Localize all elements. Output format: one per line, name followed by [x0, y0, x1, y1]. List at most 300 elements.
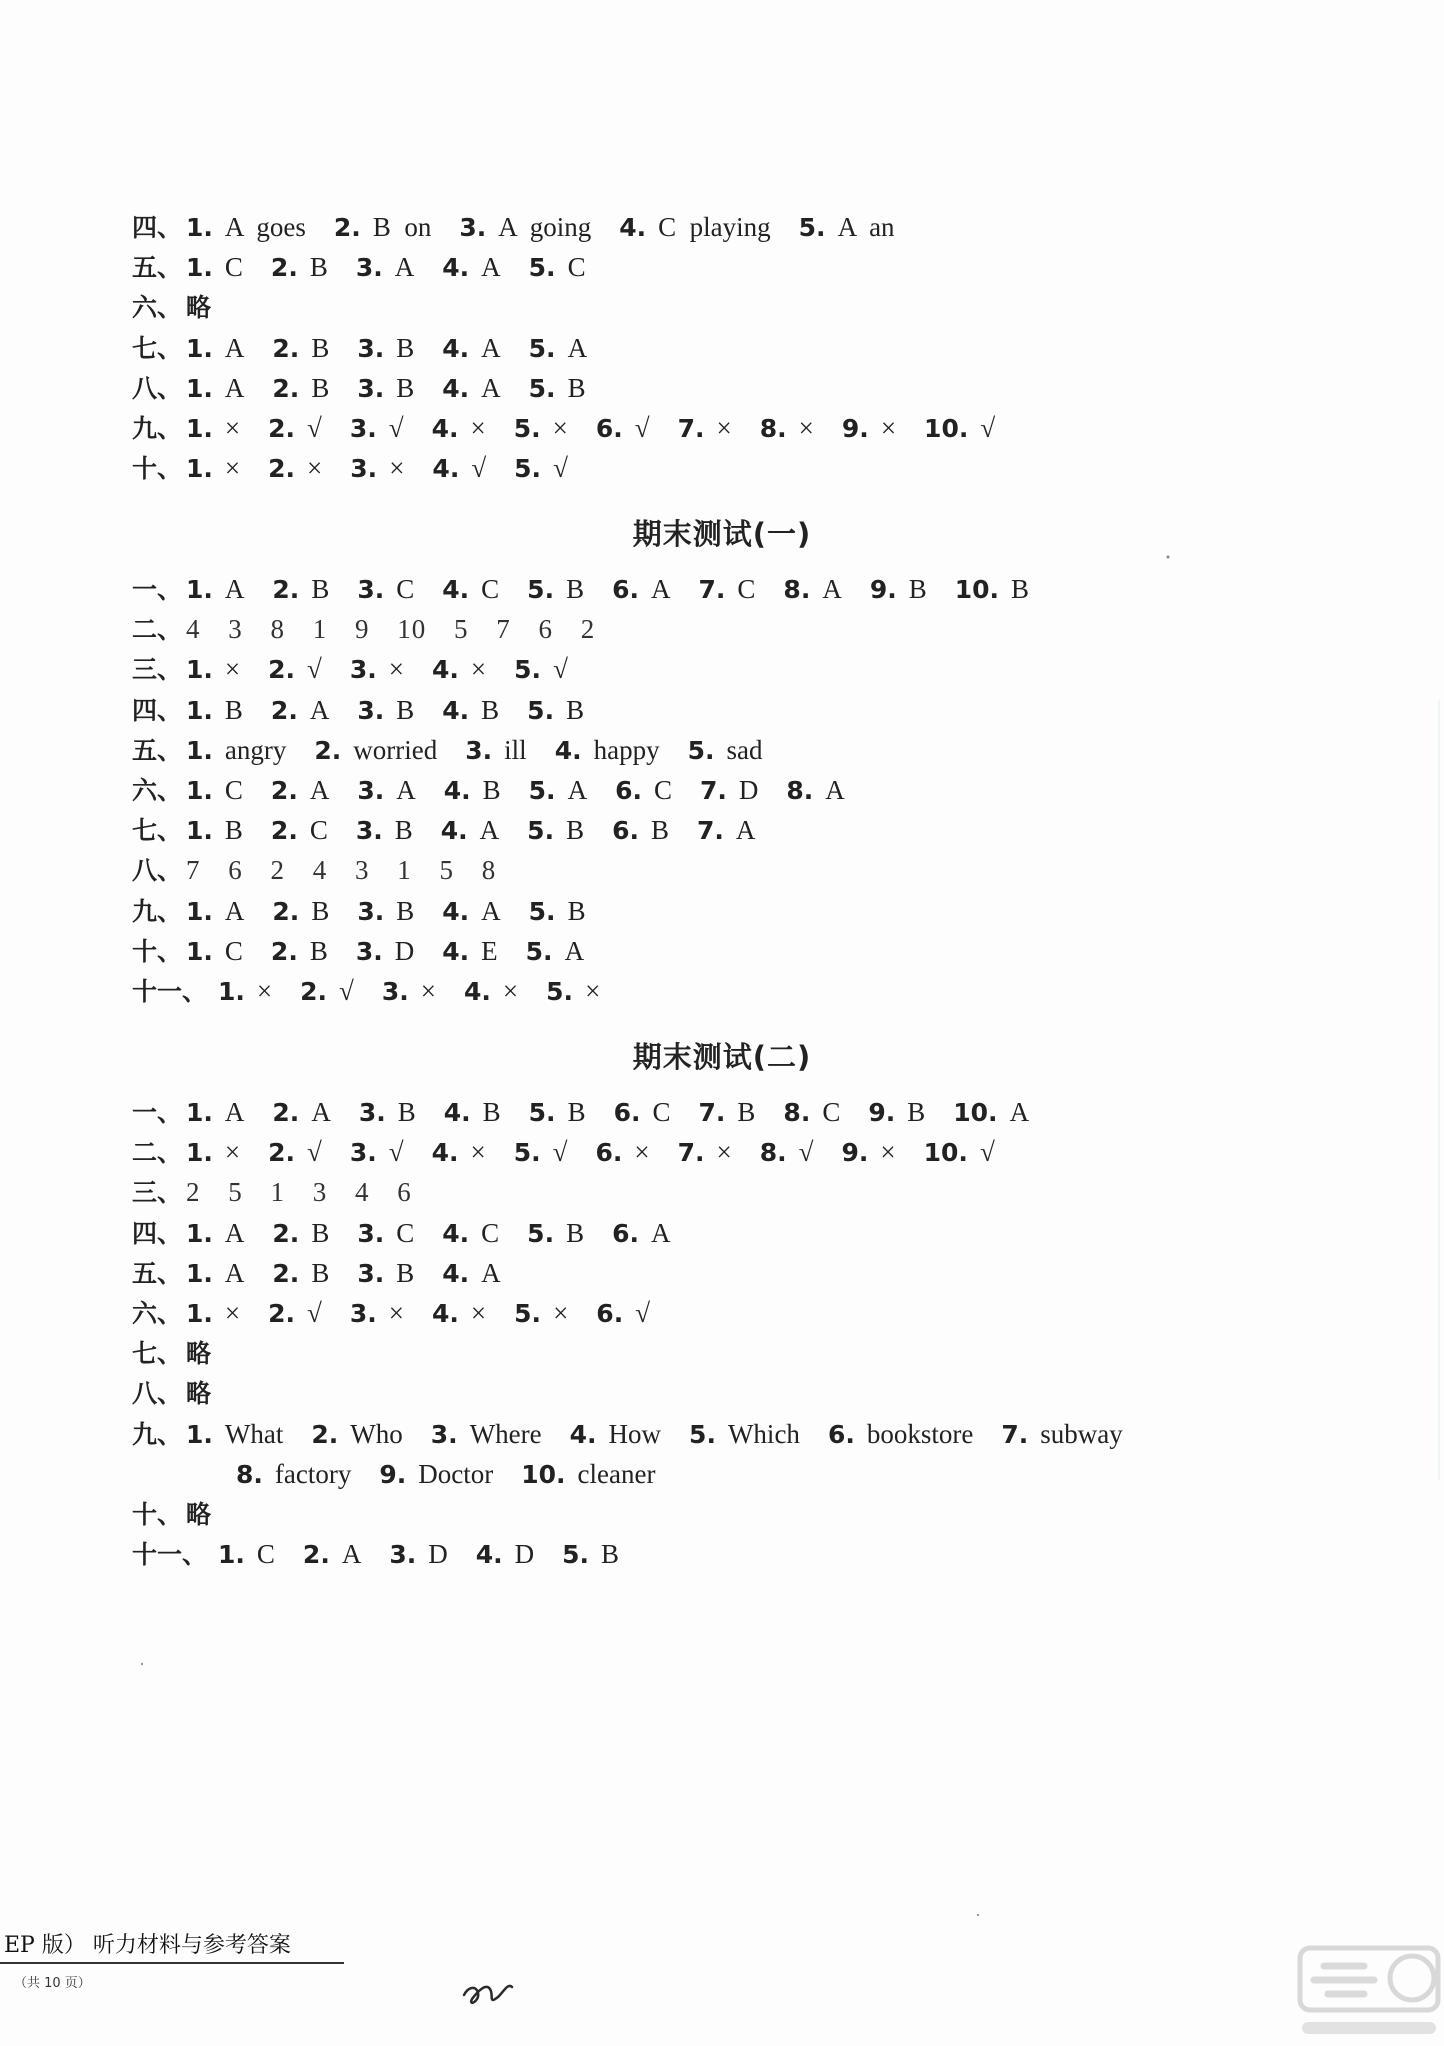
- item-answer: ×: [470, 413, 486, 443]
- answer-item: [432, 649, 486, 690]
- answer-item: [186, 1213, 244, 1254]
- item-answer: √: [634, 413, 650, 443]
- question-group-label: 六、: [132, 293, 183, 323]
- item-number: 6.: [615, 776, 642, 805]
- question-group-label: 一、: [132, 575, 183, 604]
- item-number: 1.: [186, 776, 213, 805]
- answer-item: [218, 1534, 275, 1575]
- answer-item: [186, 408, 240, 449]
- item-number: 3.: [357, 776, 385, 805]
- answer-item: [526, 931, 584, 972]
- item-answer: ×: [716, 1137, 732, 1168]
- page-count-note: （共 10 页）: [14, 1976, 91, 1991]
- answer-item: [442, 368, 500, 409]
- item-answer: A: [394, 252, 415, 283]
- answer-items: [218, 1539, 647, 1569]
- item-number: 2.: [314, 735, 342, 765]
- answer-item: [442, 690, 499, 731]
- answer-item: [186, 1132, 240, 1173]
- answer-item: [357, 891, 414, 932]
- answer-item: [868, 1092, 925, 1133]
- answer-item: [464, 971, 518, 1012]
- item-answer: C: [737, 574, 756, 604]
- item-number: 2.: [311, 1419, 339, 1449]
- item-answer: C: [822, 1097, 841, 1127]
- answer-item: [615, 770, 672, 811]
- item-number: 2.: [268, 414, 296, 443]
- answer-item: [311, 1414, 402, 1455]
- item-answer: bookstore: [866, 1418, 974, 1449]
- answer-item: [514, 408, 568, 449]
- answer-items: [186, 574, 1057, 604]
- item-number: 3.: [350, 454, 378, 484]
- item-answer: A: [396, 775, 416, 805]
- item-answer: A goes: [224, 212, 306, 242]
- answer-item: [186, 368, 244, 409]
- item-number: 8.: [759, 414, 787, 443]
- answer-item: [271, 770, 329, 811]
- answer-row: [132, 408, 1023, 448]
- answer-item: [271, 931, 328, 972]
- item-answer: ×: [224, 654, 241, 685]
- item-number: 5.: [528, 776, 556, 805]
- answer-item: [619, 207, 770, 248]
- item-number: 1.: [186, 655, 213, 685]
- item-number: 5.: [525, 936, 553, 966]
- answer-item: [186, 690, 243, 731]
- item-number: 2.: [270, 253, 298, 283]
- answer-item: [514, 448, 568, 489]
- answer-item: [357, 368, 414, 409]
- item-number: 5.: [514, 1299, 542, 1328]
- item-number: 1.: [218, 977, 245, 1006]
- item-answer: ill: [504, 734, 527, 765]
- answer-item: [697, 810, 755, 851]
- item-number: 1.: [186, 1218, 213, 1248]
- item-answer: A: [481, 332, 501, 363]
- answer-item: [300, 971, 354, 1012]
- answer-item: [186, 730, 286, 771]
- item-answer: A: [481, 372, 501, 403]
- question-group-label: 五、: [132, 735, 183, 765]
- answer-item: [555, 730, 660, 771]
- item-answer: B: [224, 694, 243, 725]
- answer-row: [132, 1132, 1023, 1172]
- answer-item: [842, 1132, 896, 1173]
- answer-item: [442, 569, 499, 610]
- item-number: 6.: [612, 1218, 639, 1248]
- answer-item: [828, 1414, 973, 1455]
- item-number: 2.: [270, 936, 298, 966]
- item-number: 8.: [759, 1138, 787, 1168]
- answer-item: [678, 408, 732, 449]
- answer-items: [186, 1218, 699, 1248]
- item-answer: D: [514, 1539, 535, 1570]
- answer-item: [612, 569, 670, 610]
- item-number: 6.: [612, 575, 639, 604]
- answer-row: [132, 1092, 1057, 1132]
- answer-row: [132, 850, 496, 890]
- item-number: 2.: [272, 1218, 300, 1248]
- answer-items: [186, 775, 873, 805]
- answer-item: [527, 690, 584, 731]
- answer-item: [432, 448, 486, 489]
- answer-item: [272, 368, 329, 409]
- question-group-label: 十、: [132, 454, 183, 484]
- item-number: 8.: [786, 776, 814, 805]
- item-number: 5.: [514, 655, 542, 685]
- item-number: 3.: [357, 695, 385, 725]
- item-number: 3.: [357, 575, 385, 604]
- item-number: 4.: [569, 1419, 597, 1449]
- answer-item: [842, 408, 896, 449]
- answer-items: [218, 976, 628, 1006]
- item-answer: ×: [553, 1298, 569, 1328]
- answer-item: [272, 1213, 329, 1254]
- item-number: 1.: [186, 1299, 213, 1328]
- question-group-label: 七、: [132, 333, 183, 363]
- item-answer: B: [396, 332, 415, 363]
- answer-items: [186, 413, 1023, 443]
- answer-item: [379, 1454, 493, 1495]
- item-number: 5.: [527, 1218, 555, 1248]
- item-answer: ×: [470, 654, 487, 685]
- answer-item: [1001, 1414, 1122, 1455]
- item-number: 8.: [236, 1459, 263, 1489]
- answer-item: [442, 247, 500, 288]
- answer-item: [357, 328, 414, 369]
- item-number: 2.: [268, 1299, 296, 1328]
- answer-item: [521, 1454, 655, 1495]
- item-number: 2.: [268, 454, 296, 484]
- item-number: 5.: [528, 253, 556, 283]
- item-answer: A: [311, 1097, 331, 1127]
- item-number: 1.: [186, 1098, 213, 1127]
- answer-item: [334, 207, 431, 248]
- omitted-note: 略: [186, 1500, 212, 1529]
- answer-item: [442, 931, 497, 972]
- answer-item: [924, 408, 995, 449]
- item-number: 8.: [783, 1098, 811, 1127]
- item-number: 1.: [186, 936, 213, 966]
- answer-item: [562, 1534, 619, 1575]
- item-number: 2.: [300, 977, 328, 1006]
- item-answer: E: [481, 935, 498, 966]
- answer-item: [955, 569, 1029, 610]
- answer-item: [760, 408, 814, 449]
- answer-item: [442, 1213, 499, 1254]
- answer-item: [186, 1293, 240, 1334]
- item-number: 1.: [186, 253, 213, 283]
- answer-item: [357, 1213, 414, 1254]
- answer-items: [186, 252, 614, 282]
- item-number: 2.: [268, 655, 296, 685]
- item-number: 5.: [528, 896, 556, 926]
- item-answer: A: [481, 252, 501, 283]
- item-answer: √: [980, 413, 996, 443]
- answer-item: [596, 408, 650, 449]
- answer-item: [570, 1414, 661, 1455]
- item-number: 3.: [358, 1098, 386, 1127]
- question-group-label: 四、: [132, 1218, 183, 1248]
- item-answer: B: [567, 895, 586, 926]
- answer-items: [186, 654, 596, 684]
- item-answer: What: [224, 1418, 284, 1449]
- section-heading: 期末测试(二): [632, 1040, 812, 1074]
- answer-item: [186, 448, 240, 489]
- answer-items: [186, 1097, 1057, 1127]
- question-group-label: 十、: [132, 936, 183, 966]
- answer-item: [186, 649, 240, 690]
- item-number: 4.: [442, 896, 470, 926]
- item-answer: A going: [498, 212, 592, 242]
- item-number: 4.: [431, 1138, 459, 1168]
- book-footer-title: EP 版） 听力材料与参考答案: [4, 1933, 291, 1958]
- question-group-label: 六、: [132, 776, 183, 805]
- item-answer: A: [224, 574, 245, 604]
- item-answer: C: [396, 1217, 415, 1248]
- item-answer: ×: [470, 1298, 487, 1328]
- item-number: 5.: [546, 977, 574, 1006]
- answer-item: [272, 891, 329, 932]
- item-answer: √: [307, 1137, 322, 1168]
- answer-row: [132, 690, 612, 730]
- question-group-label: 八、: [132, 1379, 183, 1409]
- item-answer: How: [608, 1418, 662, 1449]
- item-answer: C: [653, 775, 672, 805]
- item-number: 1.: [186, 816, 213, 846]
- question-group-label: 十一、: [132, 977, 208, 1006]
- question-group-label: 十、: [132, 1500, 183, 1529]
- item-answer: B: [396, 895, 415, 926]
- item-number: 3.: [357, 373, 385, 403]
- answer-item: [357, 690, 414, 731]
- item-number: 9.: [868, 1098, 896, 1127]
- item-answer: D: [394, 935, 415, 966]
- item-answer: ×: [224, 453, 241, 484]
- question-group-label: 九、: [132, 414, 183, 443]
- item-number: 1.: [218, 1540, 245, 1570]
- answer-item: [382, 971, 436, 1012]
- item-number: 4.: [431, 414, 459, 443]
- item-number: 6.: [827, 1419, 855, 1449]
- item-answer: B: [567, 1097, 586, 1127]
- item-number: 10.: [923, 1138, 968, 1168]
- answer-item: [357, 770, 415, 811]
- answer-row: [132, 1414, 1151, 1454]
- item-answer: ×: [634, 1137, 650, 1168]
- answer-row: [132, 247, 614, 287]
- item-answer: Doctor: [418, 1458, 494, 1489]
- answer-item: [186, 1092, 244, 1133]
- item-answer: ×: [716, 413, 732, 443]
- question-group-label: 九、: [132, 896, 183, 926]
- answer-row: [132, 207, 923, 247]
- answer-row: [132, 368, 614, 408]
- item-answer: B: [396, 372, 415, 403]
- answer-item: [186, 810, 243, 851]
- answer-item: [272, 569, 329, 610]
- item-answer: B: [601, 1539, 620, 1570]
- item-answer: happy: [593, 734, 660, 765]
- item-answer: A: [224, 1217, 245, 1248]
- item-number: 2.: [268, 1138, 296, 1168]
- order-sequence: 2 5 1 3 4 6: [186, 1177, 412, 1208]
- answer-items: [186, 333, 615, 363]
- item-number: 3.: [349, 1299, 377, 1328]
- item-number: 7.: [677, 1138, 705, 1168]
- item-number: 3.: [459, 213, 487, 242]
- answer-item: [444, 1092, 501, 1133]
- item-answer: B: [908, 574, 927, 604]
- answer-item: [303, 1534, 361, 1575]
- item-number: 1.: [186, 575, 213, 604]
- answer-item: [271, 247, 328, 288]
- answer-item: [700, 770, 758, 811]
- item-answer: B: [566, 815, 585, 846]
- answer-item: [442, 328, 500, 369]
- question-group-label: 三、: [132, 655, 183, 685]
- item-number: 2.: [270, 816, 298, 846]
- answer-row: [182, 1454, 683, 1494]
- question-group-label: 八、: [132, 856, 183, 886]
- answer-item: [476, 1534, 534, 1575]
- answer-item: [431, 1414, 542, 1455]
- answer-row: [132, 891, 614, 931]
- item-answer: B: [482, 775, 501, 805]
- answer-items: [186, 1137, 1023, 1167]
- item-number: 1.: [186, 213, 213, 242]
- item-answer: B: [311, 895, 330, 926]
- answer-item: [527, 810, 584, 851]
- item-number: 3.: [389, 1540, 417, 1570]
- item-answer: A an: [837, 212, 895, 242]
- item-answer: √: [388, 1137, 404, 1168]
- item-number: 5.: [527, 816, 555, 846]
- answer-item: [272, 1253, 329, 1294]
- answer-item: [314, 730, 437, 771]
- answer-item: [514, 1132, 568, 1173]
- section-heading: 期末测试(一): [632, 517, 812, 551]
- item-answer: A: [479, 815, 500, 846]
- item-answer: C: [396, 574, 415, 604]
- item-answer: ×: [470, 1137, 486, 1168]
- item-number: 9.: [869, 575, 897, 604]
- answer-item: [678, 1132, 732, 1173]
- question-group-label: 十一、: [132, 1540, 208, 1570]
- answer-item: [595, 1132, 649, 1173]
- answer-item: [527, 569, 584, 610]
- answer-item: [268, 408, 322, 449]
- answer-row: [132, 1333, 211, 1373]
- answer-item: [441, 810, 499, 851]
- answer-item: [359, 1092, 416, 1133]
- question-group-label: 七、: [132, 1339, 183, 1369]
- item-answer: subway: [1040, 1418, 1123, 1449]
- answer-row: [132, 609, 595, 649]
- item-number: 4.: [432, 655, 459, 685]
- item-answer: C: [567, 252, 586, 283]
- item-answer: ×: [880, 1137, 896, 1168]
- item-answer: B: [396, 1257, 415, 1288]
- answer-items: [186, 373, 614, 403]
- answer-item: [186, 569, 244, 610]
- item-answer: Which: [727, 1418, 800, 1449]
- answer-item: [529, 368, 586, 409]
- item-number: 1.: [186, 373, 213, 403]
- answer-item: [529, 247, 586, 288]
- item-number: 5.: [514, 454, 542, 484]
- answer-item: [783, 1092, 840, 1133]
- question-group-label: 七、: [132, 816, 183, 846]
- item-answer: ×: [552, 413, 568, 443]
- item-number: 5.: [528, 373, 556, 403]
- answer-item: [186, 770, 243, 811]
- question-group-label: 三、: [132, 1178, 183, 1208]
- omitted-note: 略: [186, 1339, 212, 1369]
- item-answer: √: [307, 654, 322, 685]
- item-number: 5.: [687, 735, 715, 765]
- item-answer: C: [481, 1217, 500, 1248]
- answer-item: [186, 1253, 244, 1294]
- item-answer: ×: [880, 413, 897, 443]
- answer-items: [236, 1459, 683, 1489]
- answer-row: [132, 287, 211, 327]
- item-number: 2.: [272, 1098, 300, 1127]
- item-answer: √: [979, 1137, 995, 1168]
- item-answer: Where: [469, 1418, 542, 1449]
- item-answer: ×: [388, 654, 405, 685]
- item-number: 7.: [699, 776, 727, 805]
- item-number: 1.: [186, 735, 213, 765]
- watermark-logo: [1294, 1940, 1444, 2046]
- item-number: 1.: [186, 1258, 213, 1288]
- item-number: 9.: [379, 1459, 407, 1489]
- item-number: 10.: [521, 1459, 566, 1489]
- item-number: 2.: [272, 1258, 300, 1288]
- item-answer: A: [224, 1097, 245, 1127]
- answer-item: [612, 810, 669, 851]
- answer-item: [689, 1414, 800, 1455]
- answer-item: [870, 569, 927, 610]
- item-number: 3.: [357, 896, 385, 926]
- item-answer: √: [635, 1298, 651, 1328]
- item-answer: A: [825, 775, 845, 805]
- answer-row: [132, 730, 790, 770]
- item-number: 4.: [442, 575, 470, 604]
- omitted-note: 略: [186, 1379, 212, 1409]
- question-group-label: 六、: [132, 1299, 183, 1328]
- answer-item: [596, 1293, 650, 1334]
- answer-row: [132, 1494, 211, 1534]
- item-answer: A: [1009, 1097, 1030, 1127]
- question-group-label: 九、: [132, 1419, 183, 1449]
- item-number: 1.: [186, 333, 213, 363]
- item-answer: B: [567, 372, 586, 403]
- answer-row: [132, 1373, 211, 1413]
- answer-item: [186, 207, 306, 248]
- item-number: 4.: [442, 936, 470, 966]
- order-sequence: 4 3 8 1 9 10 5 7 6 2: [186, 614, 596, 645]
- question-group-label: 五、: [132, 1258, 183, 1288]
- answer-row: [132, 1534, 647, 1574]
- item-answer: B: [309, 935, 328, 966]
- answer-items: [186, 896, 614, 926]
- item-number: 6.: [595, 1138, 623, 1168]
- answer-item: [760, 1132, 814, 1173]
- item-number: 6.: [612, 816, 639, 846]
- item-answer: √: [553, 453, 568, 484]
